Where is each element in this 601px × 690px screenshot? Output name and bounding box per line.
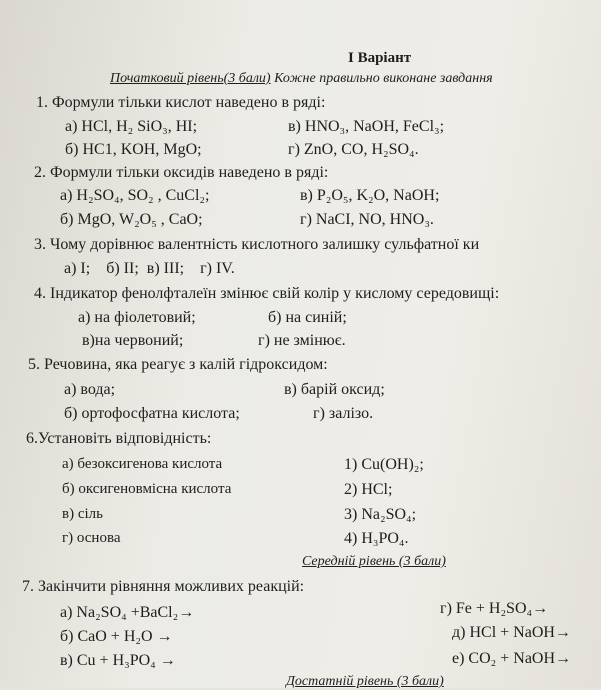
q2-option-a: а) H₂SO₄, SO₂ , CuCl₂; [60, 187, 210, 204]
question-3: 3. Чому дорівнює валентність кислотного залишку сульфатної ки [34, 236, 480, 253]
question-6: 6.Установіть відповідність: [26, 430, 212, 447]
level-header [110, 71, 493, 87]
q7-option-v: в) Cu + H₃PO₄ → [60, 652, 176, 669]
question-5: 5. Речовина, яка реагує з калій гідроксидом: [28, 356, 328, 373]
q2-option-g: г) NaCI, NO, HNO₃. [300, 211, 434, 228]
question-4: 4. Індикатор фенолфталеїн змінює свій колір у кислому середовищі: [34, 285, 500, 302]
q6-right-1: 1) Cu(OH)₂; [344, 456, 424, 473]
q2-option-b: б) MgO, W₂O₅ , CaO; [60, 211, 203, 228]
sufficient-level-label: Достатній рівень (3 бали) [286, 674, 444, 689]
question-2: 2. Формули тільки оксидів наведено в ряді: [34, 164, 329, 181]
q5-option-v: в) барій оксид; [284, 381, 385, 398]
q7-option-a: а) Na₂SO₄ +BaCl₂→ [60, 604, 195, 621]
variant-title: I Варіант [348, 50, 412, 66]
q6-left-v: в) сіль [62, 506, 103, 522]
medium-level-label: Середній рівень (3 бали) [302, 554, 446, 569]
q7-option-g: г) Fe + H₂SO₄→ [440, 600, 549, 617]
q5-option-g: г) залізо. [313, 405, 374, 422]
q1-option-v: в) HNO₃, NaOH, FeCl₃; [288, 118, 445, 135]
q4-option-g: г) не змінює. [258, 332, 346, 349]
q6-left-b: б) оксигеновмісна кислота [62, 481, 232, 497]
q4-option-b: б) на синій; [268, 309, 347, 326]
level-note: Кожне правильно виконане завдання [274, 71, 493, 86]
q7-option-b: б) CaO + H₂O → [60, 628, 173, 645]
q6-right-2: 2) HCl; [344, 481, 393, 498]
q7-option-d: д) HCl + NaOH→ [452, 624, 571, 641]
q3-options: а) I; б) II; в) III; г) IV. [64, 260, 235, 277]
q5-option-a: а) вода; [64, 381, 116, 398]
q6-right-4: 4) H₃PO₄. [344, 530, 409, 547]
q4-option-v: в)на червоний; [82, 332, 184, 349]
q6-left-g: г) основа [62, 530, 121, 546]
q6-left-a: а) безоксигенова кислота [62, 456, 223, 472]
question-7: 7. Закінчити рівняння можливих реакцій: [22, 578, 305, 595]
q6-right-3: 3) Na₂SO₄; [344, 506, 417, 523]
q5-option-b: б) ортофосфатна кислота; [64, 405, 240, 422]
q1-option-g: г) ZnO, CO, H₂SO₄. [288, 141, 419, 158]
q1-option-b: б) HC1, KOH, MgO; [65, 141, 202, 158]
question-1: 1. Формули тільки кислот наведено в ряді: [36, 94, 326, 111]
q2-option-v: в) P₂O₅, K₂O, NaOH; [300, 187, 440, 204]
q4-option-a: а) на фіолетовий; [78, 309, 196, 326]
q1-option-a: а) HCl, H₂ SiO₃, HI; [65, 118, 198, 135]
basic-level-label: Початковий рівень(3 бали) [110, 71, 271, 86]
q7-option-e: е) CO₂ + NaOH→ [452, 650, 572, 667]
